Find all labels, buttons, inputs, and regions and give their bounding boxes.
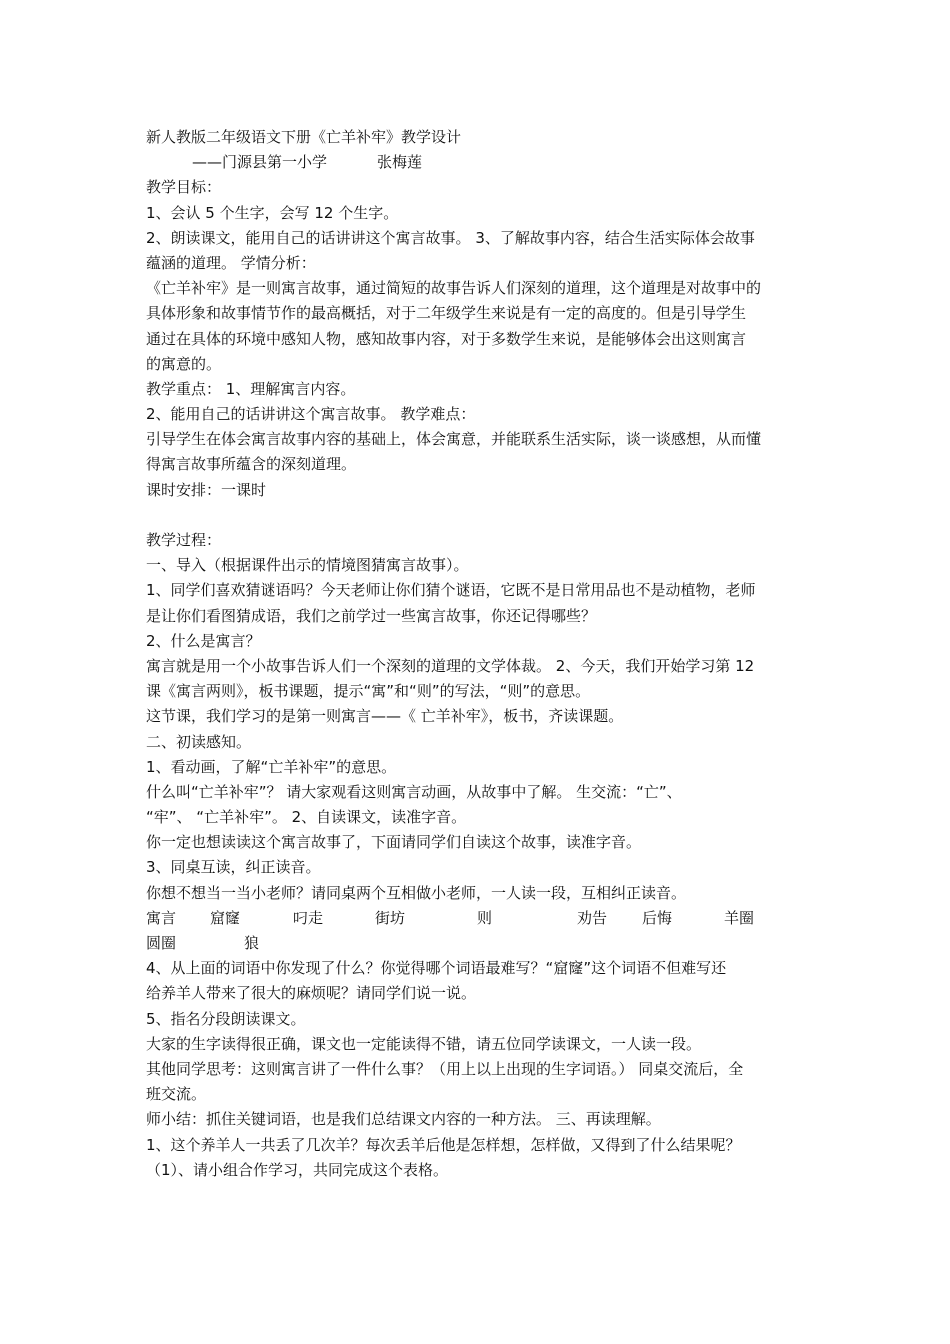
- document-page: [146, 125, 814, 1183]
- blank-line: [146, 503, 814, 528]
- vocab-word: 狼: [244, 934, 260, 952]
- text-line: 2、能用自己的话讲讲这个寓言故事。 教学难点：: [146, 405, 476, 424]
- vocab-word: 后悔: [642, 908, 673, 927]
- section-objectives: [146, 175, 814, 502]
- vocab-word: 叼走: [293, 908, 324, 927]
- section-reading: [146, 956, 814, 1183]
- text-line: 具体形象和故事情节作的最高概括，对于二年级学生来说是有一定的高度的。但是引导学生: [146, 304, 747, 323]
- text-line: 2、朗读课文，能用自己的话讲讲这个寓言故事。 3、了解故事内容，结合生活实际体会故事: [146, 228, 755, 247]
- text-line: 蕴涵的道理。 学情分析：: [146, 253, 316, 272]
- text-line: 4、从上面的词语中你发现了什么？你觉得哪个词语最难写？“窟窿”这个词语不但难写还: [146, 959, 727, 978]
- school-name: ——门源县第一小学: [192, 153, 328, 172]
- text-line: 班交流。: [146, 1085, 207, 1104]
- text-line: 课时安排：一课时: [146, 480, 267, 499]
- text-line: 1、看动画，了解“亡羊补牢”的意思。: [146, 757, 397, 776]
- text-line: 3、同桌互读，纠正读音。: [146, 858, 321, 877]
- vocab-word: 劝告: [577, 908, 608, 927]
- text-line: 师小结：抓住关键词语，也是我们总结课文内容的一种方法。 三、再读理解。: [146, 1110, 661, 1129]
- text-line: 二、初读感知。: [146, 732, 252, 751]
- vocab-word: 圆圈: [146, 934, 177, 952]
- text-line: 1、同学们喜欢猜谜语吗？今天老师让你们猜个谜语，它既不是日常用品也不是动植物，老师: [146, 581, 756, 600]
- vocab-word: 羊圈: [724, 908, 755, 927]
- text-line: 寓言就是用一个小故事告诉人们一个深刻的道理的文学体裁。 2、今天，我们开始学习第 12: [146, 656, 755, 675]
- text-line: 1、会认 5 个生字，会写 12 个生字。: [146, 203, 399, 222]
- text-line: 引导学生在体会寓言故事内容的基础上，体会寓意，并能联系生活实际，谈一谈感想，从而懂: [146, 430, 762, 449]
- document-title: 新人教版二年级语文下册《亡羊补牢》教学设计: [146, 128, 462, 146]
- text-line: 什么叫“亡羊补牢”？ 请大家观看这则寓言动画，从故事中了解。 生交流：“亡”、: [146, 782, 682, 801]
- vocabulary-row: [146, 931, 814, 956]
- vocab-word: 街坊: [375, 908, 406, 927]
- text-line: 课《寓言两则》，板书课题，提示“寓”和“则”的写法，“则”的意思。: [146, 682, 591, 701]
- author-name: 张梅莲: [377, 153, 423, 172]
- text-line: 你想不想当一当小老师？请同桌两个互相做小老师，一人读一段，互相纠正读音。: [146, 883, 687, 902]
- text-line: 教学过程：: [146, 531, 222, 549]
- text-line: 《亡羊补牢》是一则寓言故事，通过简短的故事告诉人们深刻的道理，这个道理是对故事中的: [146, 279, 762, 298]
- vocab-word: 则: [477, 908, 493, 927]
- section-process: [146, 528, 814, 906]
- text-line: 给养羊人带来了很大的麻烦呢？请同学们说一说。: [146, 984, 477, 1003]
- text-line: 教学目标：: [146, 178, 222, 197]
- text-line: 2、什么是寓言？: [146, 631, 261, 650]
- text-line: 5、指名分段朗读课文。: [146, 1009, 306, 1028]
- vocabulary-row: [146, 906, 814, 931]
- text-line: 这节课，我们学习的是第一则寓言——《 亡羊补牢》，板书，齐读课题。: [146, 707, 624, 726]
- text-line: 大家的生字读得很正确，课文也一定能读得不错，请五位同学读课文，一人读一段。: [146, 1034, 702, 1053]
- text-line: “牢”、 “亡羊补牢”。 2、自读课文，读准字音。: [146, 808, 467, 827]
- text-line: 其他同学思考：这则寓言讲了一件什么事？（用上以上出现的生字词语。） 同桌交流后，全: [146, 1059, 744, 1078]
- text-line: 是让你们看图猜成语，我们之前学过一些寓言故事，你还记得哪些？: [146, 606, 597, 625]
- vocab-word: 窟窿: [210, 908, 241, 927]
- text-line: 1、这个养羊人一共丢了几次羊？每次丢羊后他是怎样想，怎样做，又得到了什么结果呢？: [146, 1135, 741, 1154]
- text-line: 得寓言故事所蕴含的深刻道理。: [146, 455, 357, 474]
- vocab-word: 寓言: [146, 908, 177, 927]
- document-subtitle: [146, 150, 814, 175]
- text-line: 的寓意的。: [146, 354, 222, 373]
- text-line: 一、导入（根据课件出示的情境图猜寓言故事）。: [146, 556, 469, 575]
- text-line: （1）、请小组合作学习，共同完成这个表格。: [146, 1160, 449, 1179]
- text-line: 你一定也想读读这个寓言故事了，下面请同学们自读这个故事，读准字音。: [146, 833, 642, 852]
- text-line: 教学重点： 1、理解寓言内容。: [146, 379, 356, 398]
- text-line: 通过在具体的环境中感知人物，感知故事内容，对于多数学生来说，是能够体会出这则寓言: [146, 329, 747, 348]
